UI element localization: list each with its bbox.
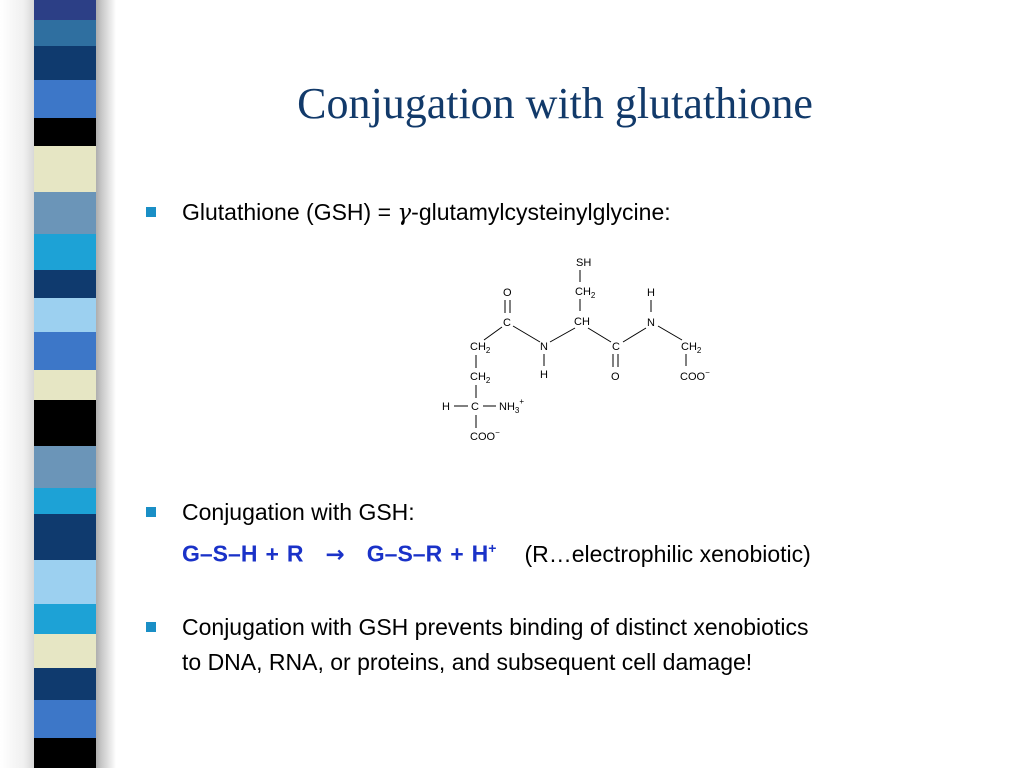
atom-coo-right: COO xyxy=(680,371,706,383)
strip-band xyxy=(34,400,96,446)
bullet-marker xyxy=(146,207,156,217)
strip-band xyxy=(34,20,96,46)
strip-band xyxy=(34,234,96,270)
strip-band xyxy=(34,668,96,700)
bullet-text-conjugation: Conjugation with GSH: xyxy=(182,499,415,525)
atom-h-left: H xyxy=(442,401,450,413)
strip-background xyxy=(0,0,34,768)
atom-o-top-left: O xyxy=(503,287,512,299)
svg-text:COO− xyxy=(680,368,710,383)
slide-title: Conjugation with glutathione xyxy=(297,79,813,128)
strip-band xyxy=(34,46,96,80)
subscript: 2 xyxy=(485,376,491,385)
atom-ch: CH xyxy=(574,316,590,328)
atom-h-mid: H xyxy=(540,369,548,381)
atom-h-top-right: H xyxy=(647,287,655,299)
strip-band xyxy=(34,738,96,768)
strip-band xyxy=(34,634,96,668)
glutathione-prefix: Glutathione (GSH) = xyxy=(182,199,398,225)
svg-text:CH2 xyxy=(470,341,491,355)
bullet-text-prevention-line1: Conjugation with GSH prevents binding of distinct xenobiotics xyxy=(182,614,809,640)
subscript: 2 xyxy=(590,291,596,300)
equation-h-charge: + xyxy=(488,540,497,556)
atom-c-alpha: C xyxy=(471,401,479,413)
strip-band xyxy=(34,370,96,400)
strip-band xyxy=(34,118,96,146)
atom-coo-bottom: COO xyxy=(470,431,496,443)
bond xyxy=(588,328,611,342)
equation-gsh: G–S–H xyxy=(182,540,258,567)
strip-band xyxy=(34,270,96,298)
atom-ch2-left2: CH xyxy=(470,371,486,383)
strip-band xyxy=(34,488,96,514)
bond xyxy=(484,327,502,340)
atom-n-right: N xyxy=(647,317,655,329)
atom-nh3: NH xyxy=(499,401,515,413)
charge: − xyxy=(495,428,500,437)
equation-h: H xyxy=(471,540,489,567)
reaction-arrow-icon: → xyxy=(325,541,345,568)
strip-band xyxy=(34,0,96,20)
subscript: 2 xyxy=(485,346,491,355)
equation-gsr: G–S–R xyxy=(366,540,443,567)
atom-c-mid: C xyxy=(612,341,620,353)
equation-plus: + xyxy=(265,540,279,567)
conjugation-equation xyxy=(182,533,811,570)
atom-n-mid: N xyxy=(540,341,548,353)
glutathione-structure-diagram xyxy=(430,250,730,450)
subscript: 3 xyxy=(514,406,520,415)
bullet-marker xyxy=(146,507,156,517)
strip-band xyxy=(34,146,96,192)
svg-text:CH2 xyxy=(575,286,596,300)
atom-sh: SH xyxy=(576,257,592,269)
svg-text:NH3+ xyxy=(499,397,524,415)
strip-band xyxy=(34,446,96,488)
strip-band xyxy=(34,298,96,332)
atom-ch2-top: CH xyxy=(575,286,591,298)
bullet-text-glutathione xyxy=(182,197,671,228)
equation-r: R xyxy=(286,540,304,567)
strip-band xyxy=(34,560,96,604)
bond xyxy=(550,328,575,342)
charge: + xyxy=(519,397,525,406)
svg-text:CH2 xyxy=(470,371,491,385)
atom-ch2-left1: CH xyxy=(470,341,486,353)
strip-band xyxy=(34,514,96,560)
decorative-side-strip xyxy=(0,0,120,768)
strip-band xyxy=(34,604,96,634)
svg-text:CH2 xyxy=(681,341,702,355)
atom-c-left: C xyxy=(503,317,511,329)
strip-band xyxy=(34,192,96,234)
strip-band xyxy=(34,332,96,370)
charge: − xyxy=(705,368,710,377)
bond xyxy=(658,326,682,340)
equation-plus: + xyxy=(450,540,464,567)
bond xyxy=(623,328,646,342)
bond xyxy=(513,326,540,342)
atom-ch2-right: CH xyxy=(681,341,697,353)
bullet-text-prevention-line2: to DNA, RNA, or proteins, and subsequent cell damage! xyxy=(182,649,753,675)
strip-band xyxy=(34,80,96,118)
svg-text:COO− xyxy=(470,428,500,443)
strip-band xyxy=(34,700,96,738)
gamma-symbol: γ xyxy=(397,200,412,226)
atom-o-mid: O xyxy=(611,371,620,383)
bullet-marker xyxy=(146,622,156,632)
equation-note: (R…electrophilic xenobiotic) xyxy=(524,540,811,567)
subscript: 2 xyxy=(696,346,702,355)
glutathione-suffix: -glutamylcysteinylglycine: xyxy=(411,199,671,225)
